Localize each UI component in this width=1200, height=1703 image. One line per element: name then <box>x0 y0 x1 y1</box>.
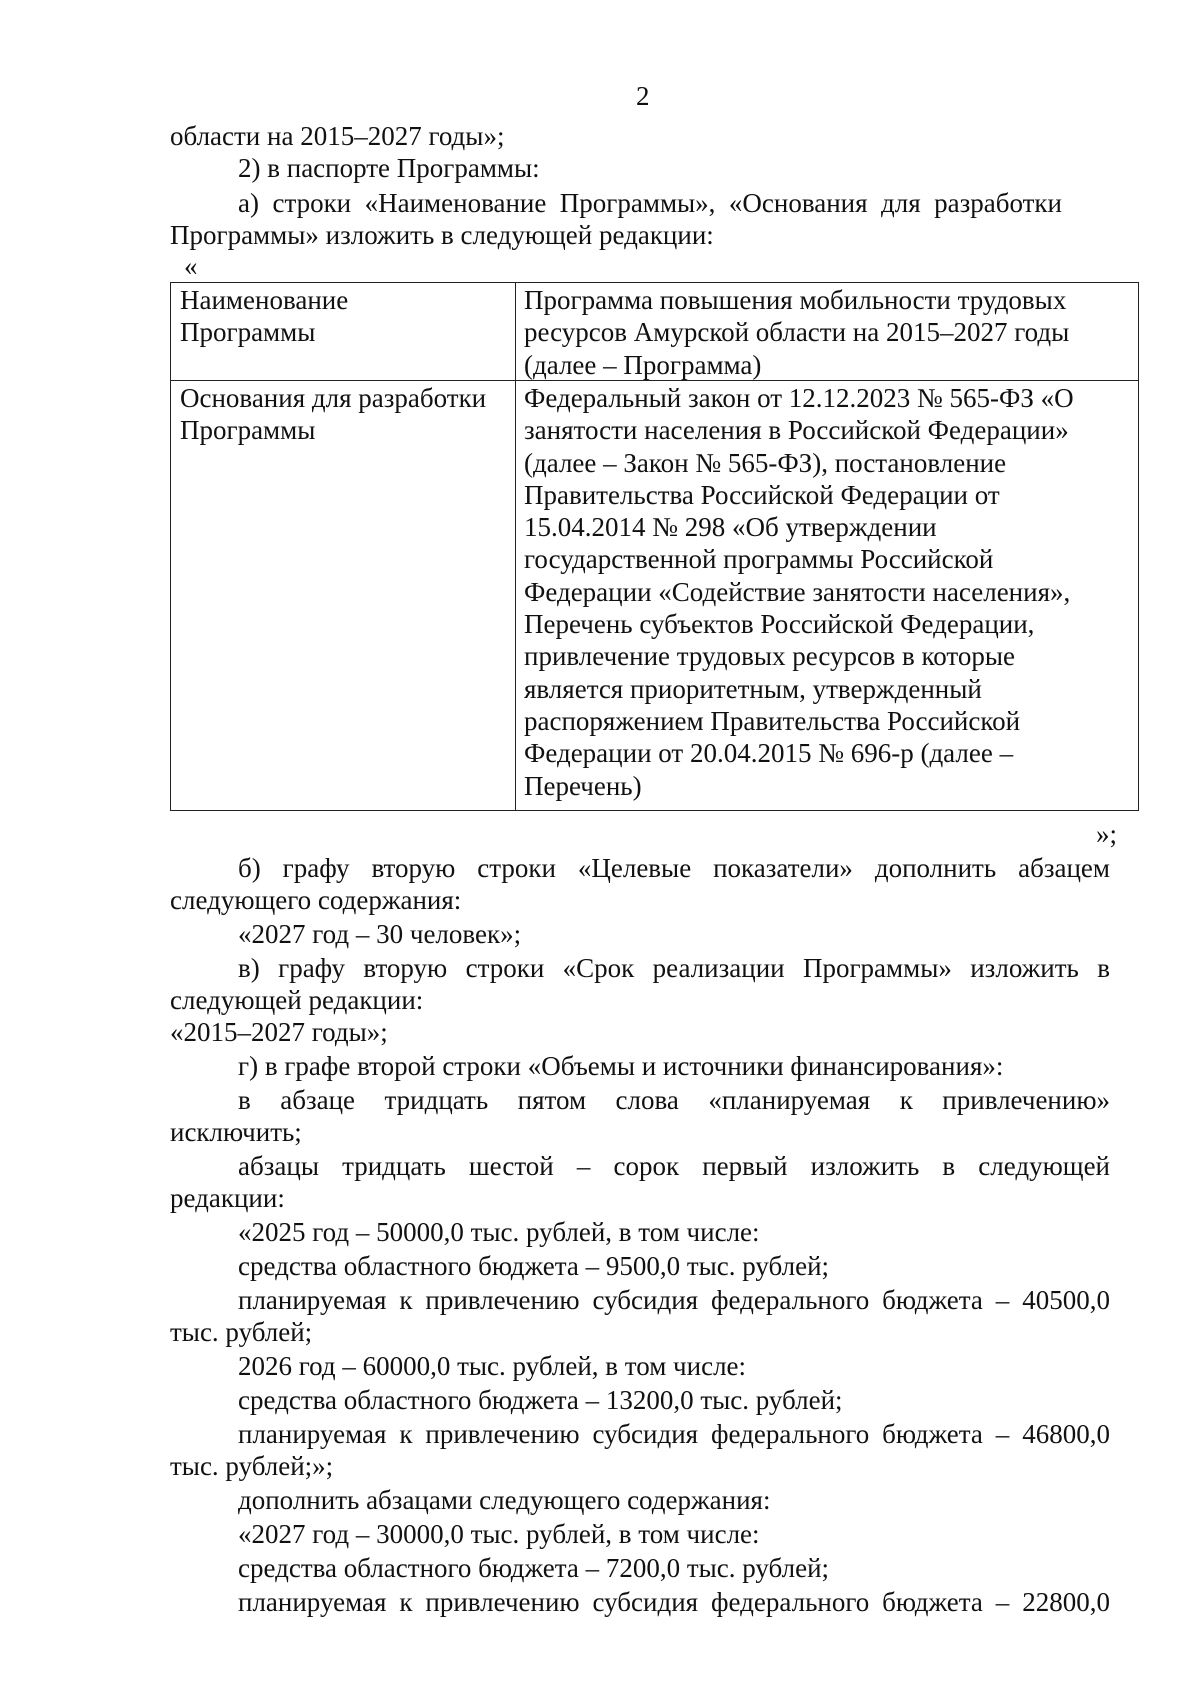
body-line: следующего содержания: <box>170 885 462 915</box>
body-line: «2027 год – 30000,0 тыс. рублей, в том числе: <box>238 1519 760 1549</box>
intro-line: 2) в паспорте Программы: <box>238 153 540 183</box>
cell-line: занятости населения в Российской Федерации» <box>524 415 1069 446</box>
cell-line: Правительства Российской Федерации от <box>524 479 1000 510</box>
body-line: «2027 год – 30 человек»; <box>238 919 522 949</box>
intro-line: области на 2015–2027 годы»; <box>170 121 505 151</box>
cell-line: Перечень субъектов Российской Федерации, <box>524 609 1035 640</box>
body-line: дополнить абзацами следующего содержания: <box>238 1485 771 1515</box>
body-line: следующей редакции: <box>170 985 424 1015</box>
body-line: 2026 год – 60000,0 тыс. рублей, в том числе: <box>238 1351 747 1381</box>
body-line: «2025 год – 50000,0 тыс. рублей, в том числе: <box>238 1217 760 1247</box>
body-line: тыс. рублей; <box>170 1317 313 1347</box>
body-line: абзацы тридцать шестой – сорок первый изложить в следующей <box>238 1151 1110 1181</box>
cell-line: Программы <box>180 415 316 446</box>
body-line: в абзаце тридцать пятом слова «планируемая к привлечению» <box>238 1085 1110 1115</box>
body-line: исключить; <box>170 1117 302 1147</box>
body-line: планируемая к привлечению субсидия федерального бюджета – 40500,0 <box>238 1285 1110 1315</box>
body-line: в) графу вторую строки «Срок реализации Программы» изложить в <box>238 953 1110 983</box>
body-line: «2015–2027 годы»; <box>170 1017 388 1047</box>
cell-line: 15.04.2014 № 298 «Об утверждении <box>524 512 937 543</box>
body-line: средства областного бюджета – 13200,0 тыс. рублей; <box>238 1385 843 1415</box>
table-open-quote: « <box>184 251 198 281</box>
table-cell-basis-value <box>524 382 1074 802</box>
cell-line: Федерации от 20.04.2015 № 696-р (далее – <box>524 738 1014 769</box>
cell-line: ресурсов Амурской области на 2015–2027 годы <box>524 317 1070 348</box>
cell-line: (далее – Закон № 565-ФЗ), постановление <box>524 447 1007 478</box>
table-close-quote: »; <box>1096 819 1118 849</box>
intro-line: а) строки «Наименование Программы», «Основания для разработки <box>238 188 1062 218</box>
body-line: г) в графе второй строки «Объемы и источники финансирования»: <box>238 1051 1004 1081</box>
cell-line: распоряжением Правительства Российской <box>524 705 1021 736</box>
cell-line: (далее – Программа) <box>524 349 762 380</box>
cell-line: Перечень) <box>524 770 642 801</box>
table-cell-name-value <box>524 284 1069 381</box>
table-cell-basis-label <box>180 382 486 447</box>
table-cell-name-label <box>180 284 348 349</box>
body-line: средства областного бюджета – 9500,0 тыс. рублей; <box>238 1251 830 1281</box>
cell-line: Программа повышения мобильности трудовых <box>524 285 1067 315</box>
body-line: редакции: <box>170 1183 285 1213</box>
cell-line: Федеральный закон от 12.12.2023 № 565-ФЗ «О <box>524 383 1074 413</box>
cell-line: Федерации «Содействие занятости населения», <box>524 576 1071 607</box>
page-number: 2 <box>636 81 650 111</box>
body-line: средства областного бюджета – 7200,0 тыс. рублей; <box>238 1553 830 1583</box>
body-line: планируемая к привлечению субсидия федерального бюджета – 22800,0 <box>238 1587 1110 1617</box>
cell-line: Наименование <box>180 285 349 315</box>
cell-line: является приоритетным, утвержденный <box>524 673 982 704</box>
body-line: планируемая к привлечению субсидия федерального бюджета – 46800,0 <box>238 1419 1110 1449</box>
cell-line: Основания для разработки <box>180 383 487 413</box>
cell-line: Программы <box>180 317 316 348</box>
body-line: б) графу вторую строки «Целевые показатели» дополнить абзацем <box>238 853 1110 883</box>
cell-line: привлечение трудовых ресурсов в которые <box>524 641 1015 672</box>
cell-line: государственной программы Российской <box>524 544 994 575</box>
body-line: тыс. рублей;»; <box>170 1451 334 1481</box>
intro-line: Программы» изложить в следующей редакции: <box>170 220 714 250</box>
